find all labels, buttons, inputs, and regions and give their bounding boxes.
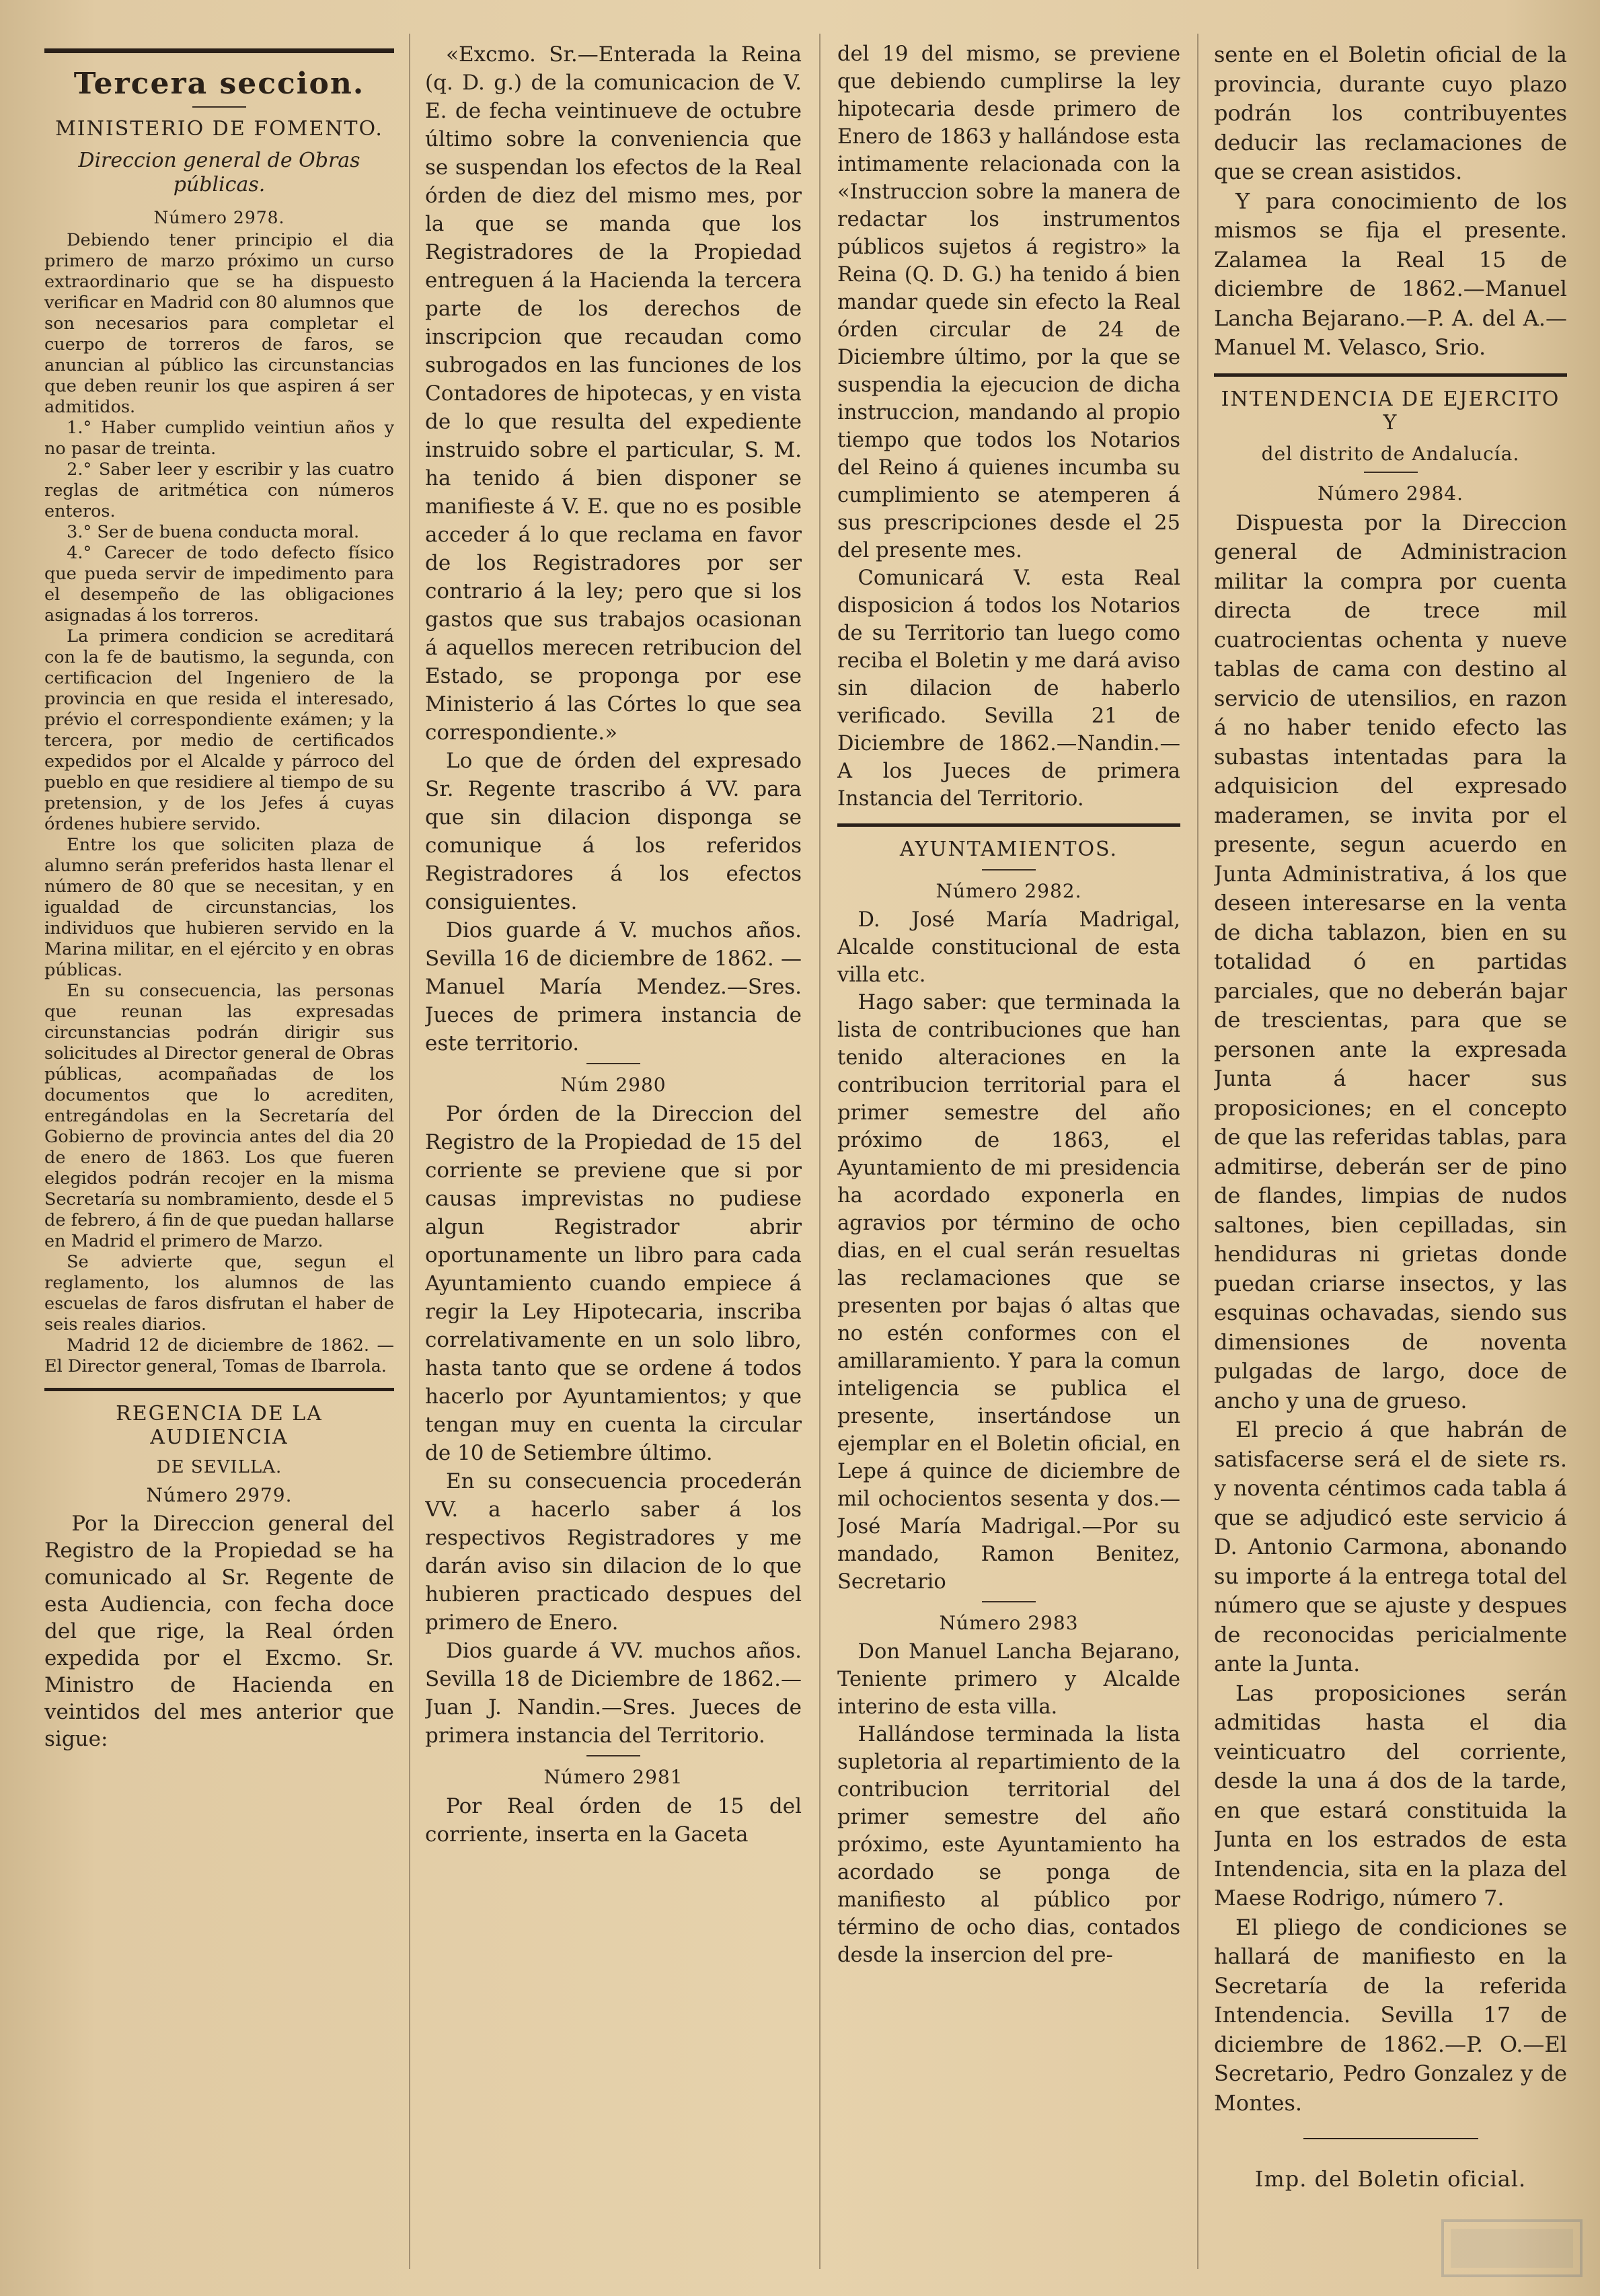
notice-number: Núm 2980 [560, 1074, 666, 1096]
notice-number: Número 2981 [543, 1766, 683, 1788]
paragraph: El pliego de condiciones se hallará de manifiesto en la Secretaría de la referida Intendencia. Sevilla 17 de diciembre de 1862.—P. O.—El Secretario, Pedro Gonzalez y de Montes. [1214, 1914, 1567, 2116]
directorate-heading: Direccion general de Obras públicas. [78, 149, 360, 196]
notice-number: Número 2983 [939, 1612, 1079, 1634]
paragraph: Lo que de órden del expresado Sr. Regente trascribo á VV. para que sin dilacion disponga se comunique á los referidos Registradores á los efectos consiguientes. [425, 749, 802, 914]
section-rule [837, 823, 1180, 827]
intendencia-heading: INTENDENCIA DE EJERCITO Y [1221, 387, 1560, 435]
regencia-heading: REGENCIA DE LA AUDIENCIA [116, 1402, 323, 1449]
top-rule [44, 48, 394, 53]
paragraph: Entre los que soliciten plaza de alumno serán preferidos hasta llenar el número de 80 que se necesitan, y en igualdad de circunstancias, los individuos que hubieren servido en la Marina militar, en el ejército y en obras públicas. [44, 835, 394, 980]
column-2 [425, 40, 802, 2269]
column-divider [1197, 34, 1198, 2269]
paragraph: Por la Direccion general del Registro de la Propiedad se ha comunicado al Sr. Regente de esta Audiencia, con fecha doce del que rige, la Real órden expedida por el Excmo. Sr. Ministro de Hacienda en veintidos del mes anterior que sigue: [44, 1512, 394, 1751]
paragraph: Las proposiciones serán admitidas hasta el dia veinticuatro del corriente, desde la una á dos de la tarde, en que estará constituida la Junta en los estrados de esta Intendencia, sita en la plaza del Maese Rodrigo, número 7. [1214, 1680, 1567, 1911]
notice-number: Número 2979. [146, 1484, 293, 1506]
notice-number: Número 2978. [153, 208, 285, 227]
paragraph: La primera condicion se acreditará con la fe de bautismo, la segunda, con certificacion del Ingeniero de la provincia en que resida el interesado, prévio el correspondiente exámen; y la tercera, por medio de certificados expedidos por el Alcalde y párroco del pueblo en que residiere al tiempo de su pretension, y de los Jefes á cuyas órdenes hubiere servido. [44, 626, 394, 834]
paragraph: Por órden de la Direccion del Registro de la Propiedad de 15 del corriente se previene que si por causas imprevistas no pudiese algun Registrador abrir oportunamente un libro para cada Ayuntamiento cuando empiece á regir la Ley Hipotecaria, inscriba correlativamente en un solo libro, hasta tanto que se ordene á todos hacerlo por Ayuntamientos; y que tengan muy en cuenta la circular de 10 de Setiembre último. [425, 1102, 802, 1465]
paragraph: Madrid 12 de diciembre de 1862. —El Director general, Tomas de Ibarrola. [44, 1335, 394, 1376]
printer-imprint: Imp. del Boletin oficial. [1254, 2166, 1527, 2192]
paragraph: El precio á que habrán de satisfacerse será el de siete rs. y noventa céntimos cada tabla á que se adjudicó este servicio á D. Antonio Carmona, abonando su importe á la entrega total del número que se ajuste y despues de reconocidas pericialmente ante la Junta. [1214, 1417, 1567, 1676]
paragraph: Hallándose terminada la lista supletoria al repartimiento de la contribucion territorial del primer semestre del año próximo, este Ayuntamiento ha acordado se ponga de manifiesto al público por término de ocho dias, contados desde la insercion del pre- [837, 1723, 1180, 1967]
section-title: Tercera seccion. [73, 67, 365, 101]
intendencia-subheading: del distrito de Andalucía. [1261, 442, 1520, 465]
paragraph: 3.° Ser de buena conducta moral. [67, 522, 360, 542]
column-divider [409, 34, 410, 2269]
paragraph: sente en el Boletin oficial de la provincia, durante cuyo plazo podrán los contribuyentes deducir las reclamaciones de que se crean asistidos. [1214, 42, 1567, 184]
notice-number: Número 2982. [936, 880, 1082, 902]
paragraph: Don Manuel Lancha Bejarano, Teniente primero y Alcalde interino de esta villa. [837, 1640, 1180, 1719]
paragraph: Se advierte que, segun el reglamento, los alumnos de las escuelas de faros disfrutan el haber de seis reales diarios. [44, 1252, 394, 1335]
paragraph: «Excmo. Sr.—Enterada la Reina (q. D. g.) de la comunicacion de V. E. de fecha veintinueve de octubre último sobre la conveniencia que se suspendan los efectos de la Real órden de diez del mismo mes, por la que se manda que los Registradores de la Propiedad entreguen á la Hacienda la tercera parte de los derechos de inscripcion que recaudan como subrogados en las funciones de los Contadores de hipotecas, y en vista de lo que resulta del expediente instruido sobre el particular, S. M. ha tenido á bien disponer se manifieste á V. E. que no es posible acceder á lo que reclama en favor de los Registradores por ser contrario á la ley; pero que si los gastos que sus trabajos ocasionan á aquellos merecen retribucion del Estado, se proponga por ese Ministerio á las Córtes lo que sea correspondiente.» [425, 42, 802, 745]
notice-number: Número 2984. [1318, 482, 1463, 505]
paragraph: Dispuesta por la Direccion general de Administracion militar la compra por cuenta directa de trece mil cuatrocientas ochenta y nueve tablas de cama con destino al servicio de utensilios, en razon á no haber tenido efecto las subastas intentadas para la adquisicion del expresado maderamen, se invita por el presente, segun acuerdo en Junta Administrativa, á los que deseen interesarse en la venta de dicha tablazon, bien en su totalidad ó en partidas parciales, que no deberán bajar de trescientas, para que se personen ante la expresada Junta á hacer sus proposiciones; en el concepto de que las referidas tablas, para admitirse, deberán ser de pino de flandes, limpias de nudos saltones, bien cepilladas, sin hendiduras ni grietas donde puedan criarse insectos, y las esquinas ochavadas, siendo sus dimensiones de noventa pulgadas de largo, doce de ancho y una de grueso. [1214, 509, 1567, 1413]
paragraph: Hago saber: que terminada la lista de contribuciones que han tenido alteraciones en la contribucion territorial para el primer semestre del año próximo de 1863, el Ayuntamiento de mi presidencia ha acordado exponerla en agravios por término de ocho dias, en el cual serán resueltas las reclamaciones que se presenten por bajas ó altas que no estén conformes con el amillaramiento. Y para la comun inteligencia se publica el presente, insertándose un ejemplar en el Boletin oficial, en Lepe á quince de diciembre de mil ochocientos sesenta y dos.—José María Madrigal.—Por su mandado, Ramon Benitez, Secretario [837, 991, 1180, 1594]
paragraph: 1.° Haber cumplido veintiun años y no pasar de treinta. [44, 418, 394, 459]
paragraph: Debiendo tener principio el dia primero de marzo próximo un curso extraordinario que se ha dispuesto verificar en Madrid con 80 alumnos que son necesarios para completar el cuerpo de torreros de faros, se anuncian al público las circunstancias que deben reunir los que aspiren á ser admitidos. [44, 230, 394, 417]
paragraph: D. José María Madrigal, Alcalde constitucional de esta villa etc. [837, 908, 1180, 987]
dash-divider [586, 1063, 640, 1064]
dash-divider [192, 106, 246, 108]
column-4 [1214, 40, 1567, 2269]
regencia-subheading: DE SEVILLA. [156, 1457, 282, 1477]
section-rule [1214, 373, 1567, 377]
dash-divider [982, 1601, 1036, 1602]
dash-divider [1364, 472, 1418, 473]
column-3 [837, 40, 1180, 2269]
column-1 [44, 40, 394, 2269]
section-rule [44, 1388, 394, 1391]
paragraph: del 19 del mismo, se previene que debiendo cumplirse la ley hipotecaria desde primero de Enero de 1863 y hallándose esta intimamente relacionada con la «Instruccion sobre la manera de redactar los instrumentos públicos sujetos á registro» la Reina (Q. D. G.) ha tenido á bien mandar quede sin efecto la Real órden circular de 24 de Diciembre último, por la que se suspendia la ejecucion de dicha instruccion, mandando al propio tiempo que todos los Notarios del Reino á quienes incumba su cumplimiento se atemperen á sus prescripciones desde el 25 del presente mes. [837, 42, 1180, 562]
closing-rule [1303, 2138, 1478, 2139]
paragraph: Comunicará V. esta Real disposicion á todos los Notarios de su Territorio tan luego como reciba el Boletin y me dará aviso sin dilacion de haberlo verificado. Sevilla 21 de Diciembre de 1862.—Nandin.—A los Jueces de primera Instancia del Territorio. [837, 566, 1180, 811]
paragraph: En su consecuencia procederán VV. a hacerlo saber á los respectivos Registradores y me darán aviso sin dilacion de lo que hubieren practicado despues del primero de Enero. [425, 1469, 802, 1635]
paragraph: Por Real órden de 15 del corriente, inserta en la Gaceta [425, 1794, 802, 1847]
library-stamp-icon [1441, 2219, 1583, 2277]
paragraph: En su consecuencia, las personas que reunan las expresadas circunstancias podrán dirigir sus solicitudes al Director general de Obras públicas, acompañadas de los documentos que lo acrediten, entregándolas en la Secretaría del Gobierno de provincia antes del dia 20 de enero de 1863. Los que fueren elegidos podrán recojer en la misma Secretaría su nombramiento, desde el 5 de febrero, á fin de que puedan hallarse en Madrid el primero de Marzo. [44, 981, 394, 1251]
paragraph: Dios guarde á V. muchos años. Sevilla 16 de diciembre de 1862. —Manuel María Mendez.—Sres. Jueces de primera instancia de este territorio. [425, 918, 802, 1056]
column-divider [819, 34, 821, 2269]
ayuntamientos-heading: AYUNTAMIENTOS. [899, 838, 1118, 861]
paragraph: 4.° Carecer de todo defecto físico que pueda servir de impedimento para el desempeño de las obligaciones asignadas á los torreros. [44, 543, 394, 626]
dash-divider [586, 1755, 640, 1756]
paragraph: 2.° Saber leer y escribir y las cuatro reglas de aritmética con números enteros. [44, 459, 394, 521]
paragraph: Dios guarde á VV. muchos años. Sevilla 18 de Diciembre de 1862.—Juan J. Nandin.—Sres. Jueces de primera instancia del Territorio. [425, 1639, 802, 1748]
paragraph: Y para conocimiento de los mismos se fija el presente. Zalamea la Real 15 de diciembre de 1862.—Manuel Lancha Bejarano.—P. A. del A.—Manuel M. Velasco, Srio. [1214, 188, 1567, 360]
ministry-heading: MINISTERIO DE FOMENTO. [55, 117, 383, 141]
dash-divider [982, 869, 1036, 871]
